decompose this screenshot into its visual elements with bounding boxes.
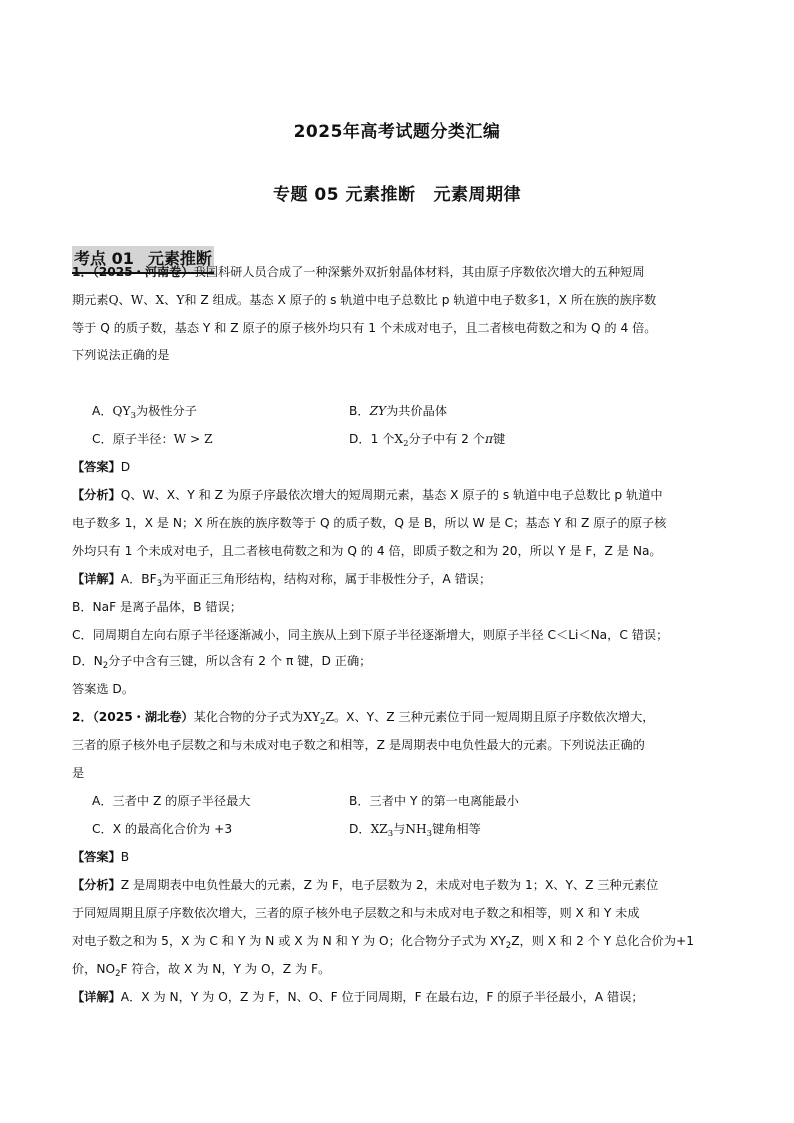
q1-head: 1．（2025・河南卷）: [72, 265, 194, 279]
q2-analysis-line-4: 价，$NO_2F$ 符合，故 X 为 N，Y 为 O，Z 为 F。: [72, 962, 331, 979]
q1-detail-line-2: B．NaF 是离子晶体，B 错误；: [72, 600, 242, 614]
q1-analysis-line-1: 【分析】Q、W、X、Y 和 Z 为原子序最依次增大的短周期元素，基态 X 原子的 s 轨道中电子总数比 p 轨道中: [72, 488, 663, 502]
q2-analysis-line-3: 对电子数之和为 5，X 为 C 和 Y 为 N 或 X 为 N 和 Y 为 O；化合物分子式为 $XY_2Z$，则 X 和 2 个 Y 总化合价为+1: [72, 934, 694, 951]
topic-title: [0, 180, 794, 205]
q1-detail-line-4: D．$N_2$分子中含有三键，所以含有 2 个 π 键，D 正确；: [72, 654, 372, 671]
q1-conclusion: 答案选 D。: [72, 682, 135, 696]
q1-option-d[interactable]: D．1 个$X_2$分子中有 2 个π键: [349, 432, 506, 449]
q2-detail-line-1: 【详解】A．X 为 N，Y 为 O，Z 为 F，N、O、F 位于同周期，F 在最右边，F 的原子半径最小，A 错误；: [72, 990, 644, 1004]
q2-option-a[interactable]: A．三者中 Z 的原子半径最大: [92, 794, 251, 808]
q1-stem-line-4: 下列说法正确的是: [72, 348, 170, 362]
q2-stem-line-2: 三者的原子核外电子层数之和与未成对电子数之和相等，Z 是周期表中电负性最大的元素。下列说法正确的: [72, 738, 645, 752]
q2-head: 2．（2025・湖北卷）: [72, 710, 194, 724]
q2-analysis-line-1: 【分析】Z 是周期表中电负性最大的元素，Z 为 F，电子层数为 2，未成对电子数为 1；X、Y、Z 三种元素位: [72, 878, 659, 892]
q1-option-a[interactable]: A．$QY_3$为极性分子: [92, 404, 197, 421]
q2-stem-line-1: 2．（2025・湖北卷）某化合物的分子式为$XY_2Z$。X、Y、Z 三种元素位于同一短周期且原子序数依次增大，: [72, 710, 655, 727]
section-prefix: 考点 01: [74, 249, 134, 268]
q2-option-c[interactable]: C．X 的最高化合价为 +3: [92, 822, 233, 836]
document-title: 2025年高考试题分类汇编: [293, 122, 501, 142]
q1-detail-line-1: 【详解】A．$BF_3$为平面正三角形结构，结构对称，属于非极性分子，A 错误；: [72, 572, 492, 589]
topic-part2: 元素周期律: [433, 185, 521, 205]
q2-stem-line-3: 是: [72, 766, 85, 780]
q2-option-b[interactable]: B．三者中 Y 的第一电离能最小: [349, 794, 519, 808]
q2-answer: 【答案】B: [72, 850, 130, 864]
q2-option-d[interactable]: D．$XZ_3$与$NH_3$键角相等: [349, 822, 481, 839]
q1-stem-line-2: 期元素Q、W、X、Y和 Z 组成。基态 X 原子的 s 轨道中电子总数比 p 轨道中电子数多1，X 所在族的族序数: [72, 293, 657, 307]
q2-analysis-line-2: 于同短周期且原子序数依次增大，三者的原子核外电子层数之和与未成对电子数之和相等，则 X 和 Y 未成: [72, 906, 640, 920]
q1-analysis-line-3: 外均只有 1 个未成对电子，且二者核电荷数之和为 Q 的 4 倍，即质子数之和为 20，所以 Y 是 F，Z 是 Na。: [72, 544, 662, 558]
q1-stem-line-3: 等于 Q 的质子数，基态 Y 和 Z 原子的原子核外均只有 1 个未成对电子，且二者核电荷数之和为 Q 的 4 倍。: [72, 321, 657, 335]
q1-stem-line-1: 1．（2025・河南卷）我国科研人员合成了一种深紫外双折射晶体材料，其由原子序数依次增大的五种短周: [72, 265, 645, 279]
section-name: 元素推断: [147, 249, 212, 268]
q1-answer: 【答案】D: [72, 460, 131, 474]
q1-analysis-line-2: 电子数多 1，X 是 N；X 所在族的族序数等于 Q 的质子数，Q 是 B，所以 W 是 C；基态 Y 和 Z 原子的原子核: [72, 516, 667, 530]
q1-option-c[interactable]: C．原子半径：W > Z: [92, 432, 213, 446]
topic-part1: 元素推断: [345, 185, 416, 205]
topic-prefix: 专题 05: [273, 185, 340, 205]
q1-option-b[interactable]: B．ZY为共价晶体: [349, 404, 448, 418]
q1-detail-line-3: C．同周期自左向右原子半径逐渐减小，同主族从上到下原子半径逐渐增大，则原子半径 C＜Li＜Na，C 错误；: [72, 628, 669, 642]
